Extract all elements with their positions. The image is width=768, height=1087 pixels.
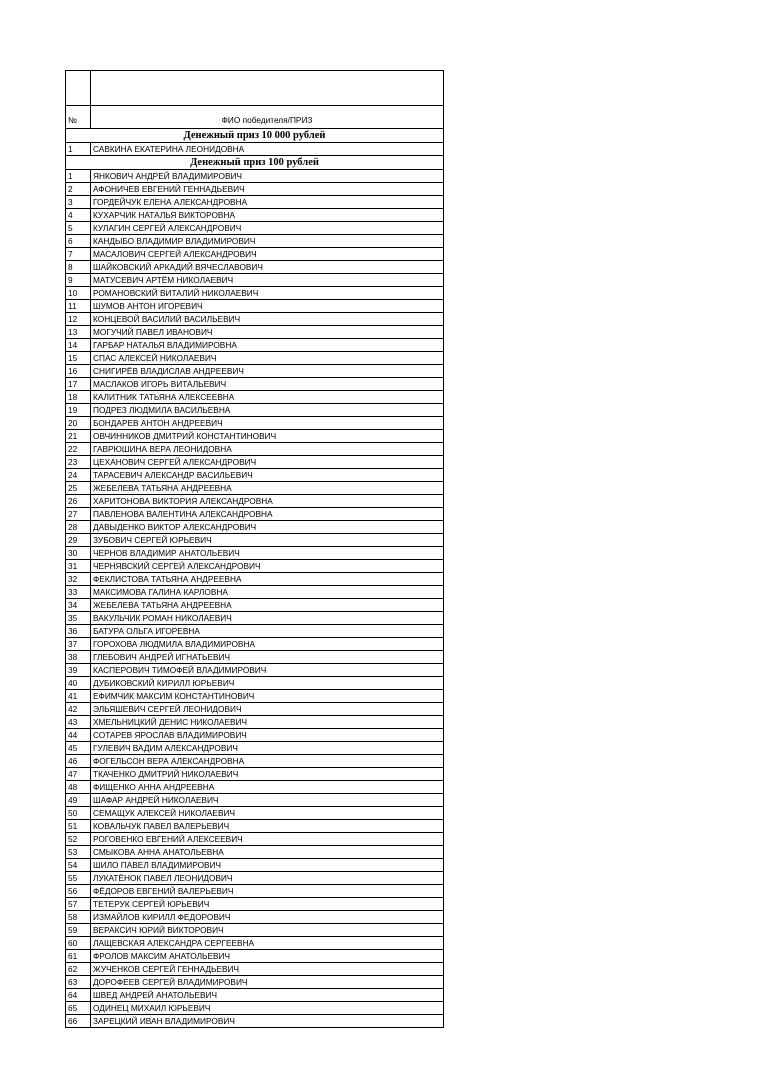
winner-name: ТКАЧЕНКО ДМИТРИЙ НИКОЛАЕВИЧ [91, 768, 444, 781]
table-row [66, 976, 444, 989]
row-number: 44 [66, 729, 91, 742]
row-number: 52 [66, 833, 91, 846]
row-number: 47 [66, 768, 91, 781]
winner-name: ВЕРАКСИЧ ЮРИЙ ВИКТОРОВИЧ [91, 924, 444, 937]
table-row [66, 625, 444, 638]
table-row [66, 833, 444, 846]
table-row [66, 937, 444, 950]
row-number: 29 [66, 534, 91, 547]
row-number: 54 [66, 859, 91, 872]
table-row [66, 573, 444, 586]
winner-name: ФИЩЕНКО АННА АНДРЕЕВНА [91, 781, 444, 794]
row-number: 18 [66, 391, 91, 404]
row-number: 9 [66, 274, 91, 287]
table-row [66, 170, 444, 183]
table-row [66, 143, 444, 156]
winner-name: КОНЦЕВОЙ ВАСИЛИЙ ВАСИЛЬЕВИЧ [91, 313, 444, 326]
section-title: Денежный приз 100 рублей [66, 156, 444, 170]
winner-name: РОГОВЕНКО ЕВГЕНИЙ АЛЕКСЕЕВИЧ [91, 833, 444, 846]
winner-name: ТЕТЕРУК СЕРГЕЙ ЮРЬЕВИЧ [91, 898, 444, 911]
table-row [66, 508, 444, 521]
table-row [66, 794, 444, 807]
winner-name: КАСПЕРОВИЧ ТИМОФЕЙ ВЛАДИМИРОВИЧ [91, 664, 444, 677]
row-number: 35 [66, 612, 91, 625]
row-number: 65 [66, 1002, 91, 1015]
row-number: 46 [66, 755, 91, 768]
row-number: 31 [66, 560, 91, 573]
table-row [66, 196, 444, 209]
table-row [66, 846, 444, 859]
winner-name: САВКИНА ЕКАТЕРИНА ЛЕОНИДОВНА [91, 143, 444, 156]
row-number: 23 [66, 456, 91, 469]
table-row [66, 339, 444, 352]
section-title: Денежный приз 10 000 рублей [66, 129, 444, 143]
row-number: 53 [66, 846, 91, 859]
table-row [66, 443, 444, 456]
table-row [66, 222, 444, 235]
section-title-row [66, 156, 444, 170]
row-number: 51 [66, 820, 91, 833]
table-row [66, 547, 444, 560]
winner-name: БАТУРА ОЛЬГА ИГОРЕВНА [91, 625, 444, 638]
winner-name: ГОРДЕЙЧУК ЕЛЕНА АЛЕКСАНДРОВНА [91, 196, 444, 209]
header-number-cell: № [66, 106, 91, 129]
table-row [66, 313, 444, 326]
table-row [66, 248, 444, 261]
winner-name: ШУМОВ АНТОН ИГОРЕВИЧ [91, 300, 444, 313]
winner-name: МОГУЧИЙ ПАВЕЛ ИВАНОВИЧ [91, 326, 444, 339]
winner-name: ЧЕРНОВ ВЛАДИМИР АНАТОЛЬЕВИЧ [91, 547, 444, 560]
table-row [66, 742, 444, 755]
winner-name: ЯНКОВИЧ АНДРЕЙ ВЛАДИМИРОВИЧ [91, 170, 444, 183]
table-row [66, 638, 444, 651]
table-row [66, 872, 444, 885]
table-row [66, 534, 444, 547]
winner-name: РОМАНОВСКИЙ ВИТАЛИЙ НИКОЛАЕВИЧ [91, 287, 444, 300]
winner-name: ЖЕБЕЛЕВА ТАТЬЯНА АНДРЕЕВНА [91, 599, 444, 612]
row-number: 1 [66, 170, 91, 183]
winner-name: ДАВЫДЕНКО ВИКТОР АЛЕКСАНДРОВИЧ [91, 521, 444, 534]
table-row [66, 456, 444, 469]
row-number: 1 [66, 143, 91, 156]
row-number: 33 [66, 586, 91, 599]
winner-name: ЧЕРНЯВСКИЙ СЕРГЕЙ АЛЕКСАНДРОВИЧ [91, 560, 444, 573]
row-number: 11 [66, 300, 91, 313]
table-row [66, 664, 444, 677]
winner-name: ЭЛЬЯШЕВИЧ СЕРГЕЙ ЛЕОНИДОВИЧ [91, 703, 444, 716]
table-row [66, 352, 444, 365]
row-number: 38 [66, 651, 91, 664]
table-row [66, 807, 444, 820]
table-row [66, 365, 444, 378]
table-row [66, 430, 444, 443]
winner-name: ГАВРЮШИНА ВЕРА ЛЕОНИДОВНА [91, 443, 444, 456]
row-number: 64 [66, 989, 91, 1002]
row-number: 59 [66, 924, 91, 937]
row-number: 13 [66, 326, 91, 339]
winner-name: КОВАЛЬЧУК ПАВЕЛ ВАЛЕРЬЕВИЧ [91, 820, 444, 833]
blank-cell [66, 71, 91, 106]
table-row [66, 469, 444, 482]
header-name-cell: ФИО победителя/ПРИЗ [91, 106, 444, 129]
table-row [66, 599, 444, 612]
row-number: 15 [66, 352, 91, 365]
row-number: 24 [66, 469, 91, 482]
winner-name: ДУБИКОВСКИЙ КИРИЛЛ ЮРЬЕВИЧ [91, 677, 444, 690]
table-row [66, 729, 444, 742]
section-title-row [66, 129, 444, 143]
header-row [66, 106, 444, 129]
winner-name: ОДИНЕЦ МИХАИЛ ЮРЬЕВИЧ [91, 1002, 444, 1015]
row-number: 10 [66, 287, 91, 300]
table-row [66, 859, 444, 872]
table-row [66, 755, 444, 768]
winner-name: КАНДЫБО ВЛАДИМИР ВЛАДИМИРОВИЧ [91, 235, 444, 248]
winner-name: ДОРОФЕЕВ СЕРГЕЙ ВЛАДИМИРОВИЧ [91, 976, 444, 989]
table-row [66, 1002, 444, 1015]
winner-name: ОВЧИННИКОВ ДМИТРИЙ КОНСТАНТИНОВИЧ [91, 430, 444, 443]
table-row [66, 209, 444, 222]
winner-name: ГАРБАР НАТАЛЬЯ ВЛАДИМИРОВНА [91, 339, 444, 352]
winner-name: СПАС АЛЕКСЕЙ НИКОЛАЕВИЧ [91, 352, 444, 365]
row-number: 48 [66, 781, 91, 794]
row-number: 55 [66, 872, 91, 885]
row-number: 58 [66, 911, 91, 924]
winner-name: ХАРИТОНОВА ВИКТОРИЯ АЛЕКСАНДРОВНА [91, 495, 444, 508]
table-row [66, 300, 444, 313]
row-number: 34 [66, 599, 91, 612]
winner-name: ФРОЛОВ МАКСИМ АНАТОЛЬЕВИЧ [91, 950, 444, 963]
row-number: 8 [66, 261, 91, 274]
row-number: 7 [66, 248, 91, 261]
table-row [66, 495, 444, 508]
row-number: 62 [66, 963, 91, 976]
winner-name: ПОДРЕЗ ЛЮДМИЛА ВАСИЛЬЕВНА [91, 404, 444, 417]
winner-name: СМЫКОВА АННА АНАТОЛЬЕВНА [91, 846, 444, 859]
row-number: 21 [66, 430, 91, 443]
row-number: 22 [66, 443, 91, 456]
winner-name: СОТАРЕВ ЯРОСЛАВ ВЛАДИМИРОВИЧ [91, 729, 444, 742]
table-row [66, 378, 444, 391]
table-row [66, 1015, 444, 1028]
table-row [66, 521, 444, 534]
row-number: 2 [66, 183, 91, 196]
winner-name: ИЗМАЙЛОВ КИРИЛЛ ФЕДОРОВИЧ [91, 911, 444, 924]
row-number: 27 [66, 508, 91, 521]
blank-row [66, 71, 444, 106]
winner-name: ШАФАР АНДРЕЙ НИКОЛАЕВИЧ [91, 794, 444, 807]
winner-name: МАКСИМОВА ГАЛИНА КАРЛОВНА [91, 586, 444, 599]
table-row [66, 690, 444, 703]
table-row [66, 677, 444, 690]
row-number: 20 [66, 417, 91, 430]
table-row [66, 560, 444, 573]
winner-name: ТАРАСЕВИЧ АЛЕКСАНДР ВАСИЛЬЕВИЧ [91, 469, 444, 482]
row-number: 41 [66, 690, 91, 703]
winner-name: ФЕКЛИСТОВА ТАТЬЯНА АНДРЕЕВНА [91, 573, 444, 586]
row-number: 60 [66, 937, 91, 950]
row-number: 56 [66, 885, 91, 898]
winner-name: ЖУЧЕНКОВ СЕРГЕЙ ГЕННАДЬЕВИЧ [91, 963, 444, 976]
winner-name: МАСАЛОВИЧ СЕРГЕЙ АЛЕКСАНДРОВИЧ [91, 248, 444, 261]
winner-name: ЦЕХАНОВИЧ СЕРГЕЙ АЛЕКСАНДРОВИЧ [91, 456, 444, 469]
winners-table-body [66, 71, 444, 1028]
row-number: 66 [66, 1015, 91, 1028]
winner-name: АФОНИЧЕВ ЕВГЕНИЙ ГЕННАДЬЕВИЧ [91, 183, 444, 196]
winner-name: ХМЕЛЬНИЦКИЙ ДЕНИС НИКОЛАЕВИЧ [91, 716, 444, 729]
row-number: 6 [66, 235, 91, 248]
winner-name: ВАКУЛЬЧИК РОМАН НИКОЛАЕВИЧ [91, 612, 444, 625]
winner-name: ШАЙКОВСКИЙ АРКАДИЙ ВЯЧЕСЛАВОВИЧ [91, 261, 444, 274]
table-row [66, 482, 444, 495]
row-number: 40 [66, 677, 91, 690]
winner-name: СНИГИРЁВ ВЛАДИСЛАВ АНДРЕЕВИЧ [91, 365, 444, 378]
winner-name: ЛУКАТЁНОК ПАВЕЛ ЛЕОНИДОВИЧ [91, 872, 444, 885]
row-number: 50 [66, 807, 91, 820]
row-number: 3 [66, 196, 91, 209]
winner-name: БОНДАРЕВ АНТОН АНДРЕЕВИЧ [91, 417, 444, 430]
table-row [66, 404, 444, 417]
row-number: 61 [66, 950, 91, 963]
table-row [66, 885, 444, 898]
winner-name: ПАВЛЕНОВА ВАЛЕНТИНА АЛЕКСАНДРОВНА [91, 508, 444, 521]
row-number: 36 [66, 625, 91, 638]
table-row [66, 586, 444, 599]
winner-name: МАСЛАКОВ ИГОРЬ ВИТАЛЬЕВИЧ [91, 378, 444, 391]
table-row [66, 287, 444, 300]
table-row [66, 651, 444, 664]
row-number: 57 [66, 898, 91, 911]
blank-cell [91, 71, 444, 106]
table-row [66, 612, 444, 625]
winner-name: ШИЛО ПАВЕЛ ВЛАДИМИРОВИЧ [91, 859, 444, 872]
table-row [66, 820, 444, 833]
table-row [66, 391, 444, 404]
winner-name: ГОРОХОВА ЛЮДМИЛА ВЛАДИМИРОВНА [91, 638, 444, 651]
winner-name: ФОГЕЛЬСОН ВЕРА АЛЕКСАНДРОВНА [91, 755, 444, 768]
row-number: 39 [66, 664, 91, 677]
row-number: 63 [66, 976, 91, 989]
table-row [66, 950, 444, 963]
row-number: 43 [66, 716, 91, 729]
winner-name: СЕМАЩУК АЛЕКСЕЙ НИКОЛАЕВИЧ [91, 807, 444, 820]
row-number: 12 [66, 313, 91, 326]
row-number: 42 [66, 703, 91, 716]
winner-name: ЕФИМЧИК МАКСИМ КОНСТАНТИНОВИЧ [91, 690, 444, 703]
table-row [66, 924, 444, 937]
table-row [66, 235, 444, 248]
row-number: 28 [66, 521, 91, 534]
winner-name: КУХАРЧИК НАТАЛЬЯ ВИКТОРОВНА [91, 209, 444, 222]
row-number: 25 [66, 482, 91, 495]
winners-table [65, 70, 444, 1028]
row-number: 5 [66, 222, 91, 235]
row-number: 32 [66, 573, 91, 586]
table-row [66, 989, 444, 1002]
table-row [66, 911, 444, 924]
table-row [66, 274, 444, 287]
table-row [66, 417, 444, 430]
row-number: 45 [66, 742, 91, 755]
winner-name: МАТУСЕВИЧ АРТЁМ НИКОЛАЕВИЧ [91, 274, 444, 287]
winner-name: ГЛЕБОВИЧ АНДРЕЙ ИГНАТЬЕВИЧ [91, 651, 444, 664]
winner-name: ЛАЩЕВСКАЯ АЛЕКСАНДРА СЕРГЕЕВНА [91, 937, 444, 950]
winner-name: КУЛАГИН СЕРГЕЙ АЛЕКСАНДРОВИЧ [91, 222, 444, 235]
row-number: 26 [66, 495, 91, 508]
winner-name: ГУЛЕВИЧ ВАДИМ АЛЕКСАНДРОВИЧ [91, 742, 444, 755]
row-number: 14 [66, 339, 91, 352]
table-row [66, 716, 444, 729]
winner-name: ЗАРЕЦКИЙ ИВАН ВЛАДИМИРОВИЧ [91, 1015, 444, 1028]
winner-name: ФЁДОРОВ ЕВГЕНИЙ ВАЛЕРЬЕВИЧ [91, 885, 444, 898]
table-row [66, 261, 444, 274]
winner-name: ЖЕБЕЛЕВА ТАТЬЯНА АНДРЕЕВНА [91, 482, 444, 495]
row-number: 30 [66, 547, 91, 560]
row-number: 4 [66, 209, 91, 222]
row-number: 19 [66, 404, 91, 417]
winner-name: ШВЕД АНДРЕЙ АНАТОЛЬЕВИЧ [91, 989, 444, 1002]
table-row [66, 703, 444, 716]
row-number: 49 [66, 794, 91, 807]
table-row [66, 768, 444, 781]
table-row [66, 963, 444, 976]
table-row [66, 781, 444, 794]
winner-name: КАЛИТНИК ТАТЬЯНА АЛЕКСЕЕВНА [91, 391, 444, 404]
table-row [66, 326, 444, 339]
winner-name: ЗУБОВИЧ СЕРГЕЙ ЮРЬЕВИЧ [91, 534, 444, 547]
row-number: 17 [66, 378, 91, 391]
row-number: 37 [66, 638, 91, 651]
table-row [66, 898, 444, 911]
row-number: 16 [66, 365, 91, 378]
table-row [66, 183, 444, 196]
